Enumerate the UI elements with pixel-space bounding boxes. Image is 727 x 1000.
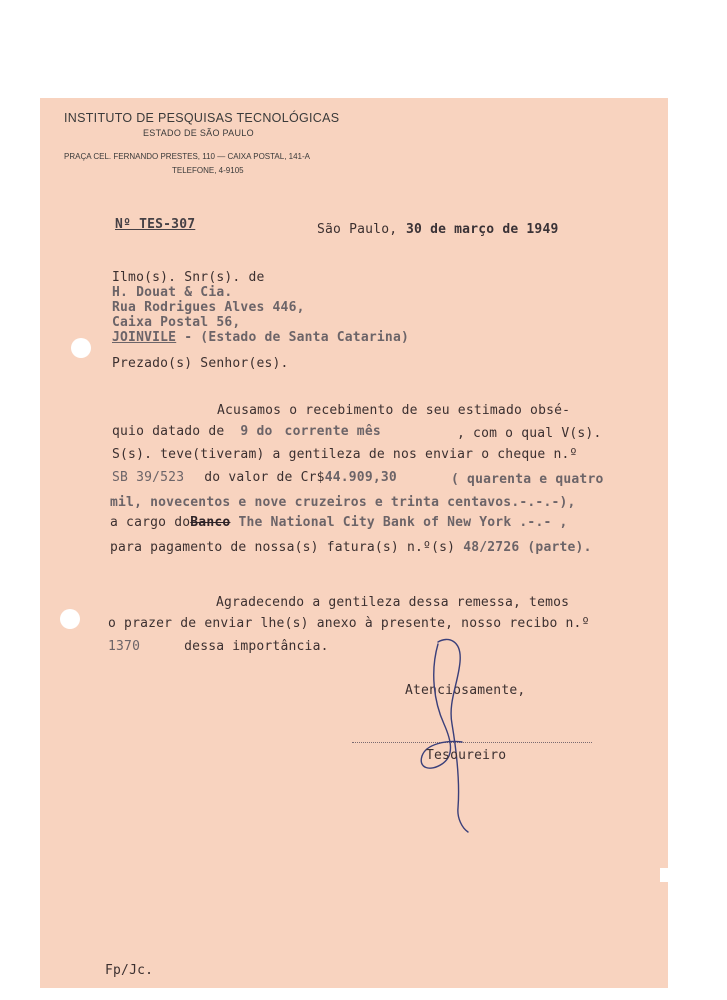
p1-line-7 (110, 540, 592, 555)
closing: Atenciosamente, (405, 683, 526, 698)
date-city: São Paulo, (317, 222, 398, 237)
p2-importance: dessa importância. (184, 639, 329, 654)
p2-line-2: o prazer de enviar lhe(s) anexo à presente, nosso recibo n.º (108, 616, 590, 631)
p1-dated-label: quio datado de (112, 424, 225, 439)
p1-invoice-label: para pagamento de nossa(s) fatura(s) n.º(s) (110, 540, 456, 555)
p1-line-2-end: , com o qual V(s). (457, 426, 602, 441)
institute-state: ESTADO DE SÃO PAULO (143, 128, 254, 138)
receipt-number: 1370 (108, 639, 141, 654)
struck-word: Banco (190, 515, 231, 530)
p1-drawn-on-label: a cargo do (110, 515, 191, 530)
amount-words-start: ( quarenta e quatro (451, 472, 604, 487)
cheque-amount: 44.909,30 (324, 470, 397, 485)
p1-line-2 (112, 424, 381, 439)
institute-name: INSTITUTO DE PESQUISAS TECNOLÓGICAS (64, 111, 340, 125)
handwritten-signature (408, 632, 478, 842)
invoice-number: 48/2726 (parte). (463, 540, 592, 555)
recipient-box: Caixa Postal 56, (112, 315, 241, 330)
greeting: Prezado(s) Senhor(es). (112, 356, 289, 371)
signer-title: Tesoureiro (426, 748, 507, 763)
recipient-salutation-line: Ilmo(s). Snr(s). de (112, 270, 265, 285)
cheque-number: SB 39/523 (112, 470, 185, 485)
recipient-city-line (112, 330, 409, 345)
p1-line-4 (112, 470, 397, 485)
p1-value-label: do valor de Cr$ (204, 470, 325, 485)
p2-line-3 (108, 639, 329, 654)
p1-line-3: S(s). teve(tiveram) a gentileza de nos enviar o cheque n.º (112, 447, 578, 462)
recipient-city: JOINVILE (112, 330, 177, 345)
p1-day: 9 do (240, 424, 273, 439)
p2-line-1: Agradecendo a gentileza dessa remessa, temos (216, 595, 570, 610)
date-value: 30 de março de 1949 (406, 222, 559, 237)
recipient-state: - (Estado de Santa Catarina) (176, 330, 409, 345)
p1-line-5: mil, novecentos e nove cruzeiros e trinta centavos.-.-.-), (110, 495, 576, 510)
p1-month: corrente mês (284, 424, 381, 439)
institute-phone: TELEFONE, 4-9105 (172, 166, 244, 175)
institute-address: PRAÇA CEL. FERNANDO PRESTES, 110 — CAIXA POSTAL, 141-A (64, 152, 311, 161)
p1-line-1: Acusamos o recebimento de seu estimado obsé- (217, 403, 571, 418)
recipient-street: Rua Rodrigues Alves 446, (112, 300, 305, 315)
reference-number: Nº TES-307 (115, 217, 196, 232)
p1-line-6 (110, 515, 568, 530)
punch-hole-bottom (60, 609, 80, 629)
bank-name: The National City Bank of New York .-.- , (238, 515, 568, 530)
recipient-name: H. Douat & Cia. (112, 285, 233, 300)
typist-initials: Fp/Jc. (105, 963, 154, 978)
punch-hole-top (71, 338, 91, 358)
